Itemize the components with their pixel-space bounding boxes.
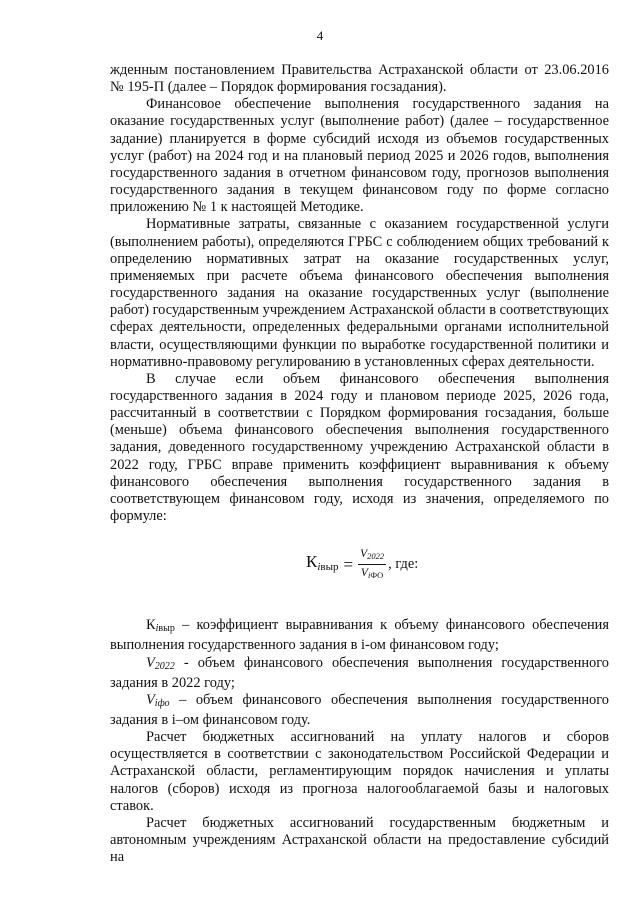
paragraph-finance: Финансовое обеспечение выполнения государственного задания на оказание государственных услуг (выполнение работ) (далее – государственное задание) планируется в форме субсидий исходя из объемов государственных услуг (работ) на 2024 год и на плановый период 2025 и 2026 годов, выполнения государственного задания в отчетном финансовом году, прогнозов выполнения государственного задания в текущем финансовом году по форме согласно приложению № 1 к настоящей Методике. xyxy=(110,96,609,216)
equalization-formula xyxy=(110,541,609,599)
paragraph-taxes: Расчет бюджетных ассигнований на уплату налогов и сборов осуществляется в соответствии с законодательством Российской Федерации и Астраханской области, регламентирующим порядок начисления и уплаты налогов (сборов) исходя из прогноза налогооблагаемой базы и налоговых ставок. xyxy=(110,729,609,814)
page-number: 4 xyxy=(316,28,324,43)
document-body xyxy=(110,62,609,866)
formula-where: , где: xyxy=(388,556,419,573)
formula-lhs: $К_{iвыр}$ xyxy=(306,552,339,574)
definition-k-coefficient: $К_{iвыр}$ – коэффициент выравнивания к объему финансового обеспечения выполнения государственного задания в i-ом финансовом году; xyxy=(110,617,609,654)
paragraph-intro: жденным постановлением Правительства Астраханской области от 23.06.2016 № 195-П (далее – Порядок формирования госзадания). xyxy=(110,62,609,96)
definition-v2022: $V_{2022}$ - объем финансового обеспечения выполнения государственного задания в 2022 году; xyxy=(110,654,609,691)
formula-numerator: $V_{2022}$ xyxy=(358,547,386,565)
paragraph-normative-costs: Нормативные затраты, связанные с оказанием государственной услуги (выполнением работы), определяются ГРБС с соблюдением общих требований к определению нормативных затрат на оказание государственных услуг, применяемых при расчете объема финансового обеспечения выполнения государственного задания на оказание государственных услуг (выполнение работ) государственным учреждением Астраханской области в соответствующих сферах деятельности, определенных федеральными органами исполнительной власти, осуществляющими функции по выработке государственной политики и нормативно-правовому регулированию в установленных сферах деятельности. xyxy=(110,216,609,370)
definition-vifo: $V_{iфо}$ – объем финансового обеспечения выполнения государственного задания в i–ом финансовом году. xyxy=(110,691,609,728)
formula-equals: = xyxy=(343,555,354,575)
formula-fraction xyxy=(358,547,386,582)
paragraph-equalization-case: В случае если объем финансового обеспечения выполнения государственного задания в 2024 году и плановом периоде 2025, 2026 года, рассчитанный в соответствии с Порядком формирования госзадания, больше (меньше) объема финансового обеспечения выполнения государственного задания, доведенного государственному учреждению Астраханской области в 2022 году, ГРБС вправе применить коэффициент выравнивания к объему финансового обеспечения выполнения государственного задания в соответствующем финансовом году, исходя из значения, определяемого по формуле: xyxy=(110,370,609,525)
formula-denominator: $V_{iФО}$ xyxy=(360,567,384,581)
paragraph-subsidies: Расчет бюджетных ассигнований государственным бюджетным и автономным учреждениям Астраханской области на предоставление субсидий на xyxy=(110,814,609,866)
